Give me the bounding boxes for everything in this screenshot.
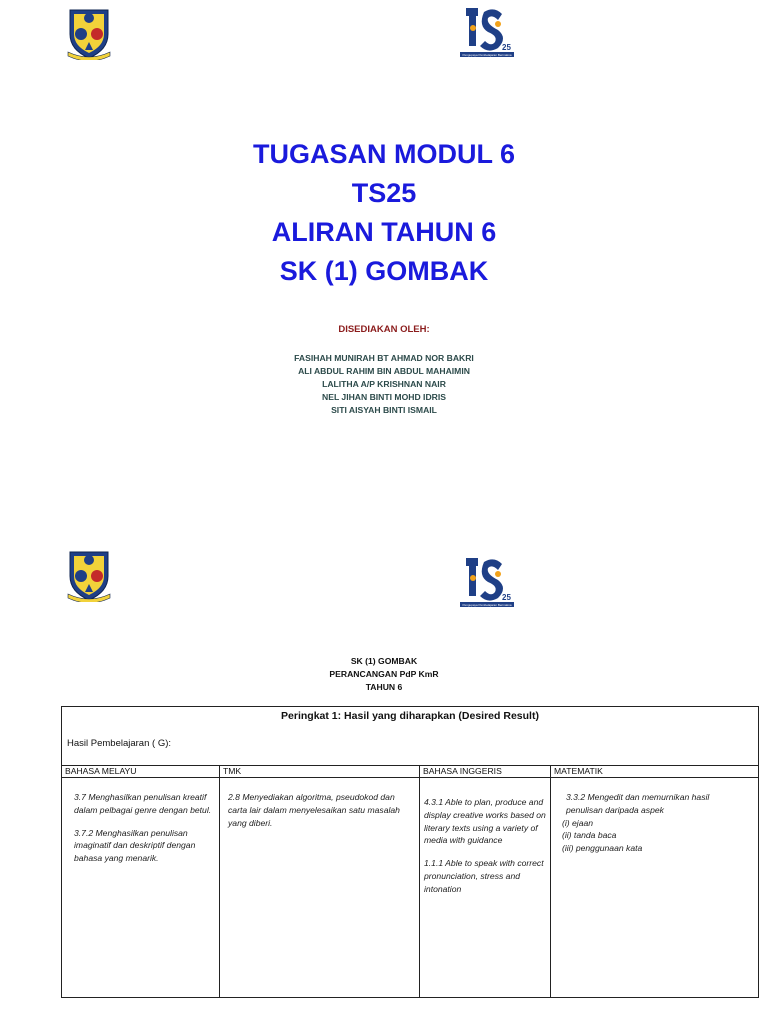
school-crest-icon	[66, 546, 112, 602]
ts25-logo-icon	[458, 4, 516, 60]
outcome-subitem: (ii) tanda baca	[562, 830, 617, 841]
cell-bahasa-melayu	[74, 791, 212, 875]
column-header-row	[62, 765, 758, 778]
cell-bahasa-inggeris	[424, 796, 546, 906]
plan-sub-header	[0, 655, 768, 694]
column-divider	[550, 765, 551, 997]
title-line-3: ALIRAN TAHUN 6	[271, 217, 497, 247]
outcomes-label: Hasil Pembelajaran ( G):	[67, 738, 172, 749]
ts25-text: 25	[502, 593, 511, 602]
column-divider	[419, 765, 420, 997]
prepared-by-label: DISEDIAKAN OLEH:	[338, 324, 430, 335]
ts25-logo-icon	[458, 554, 516, 610]
column-divider	[219, 765, 220, 997]
title-block	[0, 135, 768, 291]
school-name: SK (1) GOMBAK	[350, 656, 418, 666]
author-name: NEL JIHAN BINTI MOHD IDRIS	[322, 392, 446, 402]
learning-plan-table	[61, 706, 759, 998]
outcome-text: 1.1.1 Able to speak with correct pronunciation, stress and intonation	[424, 858, 544, 894]
column-header-bm: BAHASA MELAYU	[65, 766, 137, 776]
school-crest-icon	[66, 4, 112, 60]
ts25-caption: Pengupaya Pembelajaran Bermakna	[462, 603, 512, 607]
cell-matematik	[558, 791, 748, 855]
author-name: SITI AISYAH BINTI ISMAIL	[331, 405, 437, 415]
column-header-math: MATEMATIK	[554, 766, 603, 776]
outcome-text: 3.7.2 Menghasilkan penulisan imaginatif dan deskriptif dengan bahasa yang menarik.	[74, 827, 196, 864]
year-label: TAHUN 6	[365, 682, 403, 692]
outcome-text: 3.3.2 Mengedit dan memurnikan hasil penulisan daripada aspek	[566, 792, 710, 815]
ts25-text: 25	[502, 43, 511, 52]
outcome-text: 3.7 Menghasilkan penulisan kreatif dalam pelbagai genre dengan betul.	[74, 792, 212, 815]
author-name: LALITHA A/P KRISHNAN NAIR	[322, 379, 446, 389]
cell-tmk	[228, 791, 408, 839]
outcome-text: 4.3.1 Able to plan, produce and display creative works based on literary texts using a variety of media with guidance	[424, 797, 546, 846]
title-line-2: TS25	[351, 178, 417, 208]
title-line-4: SK (1) GOMBAK	[279, 256, 489, 286]
table-title: Peringkat 1: Hasil yang diharapkan (Desired Result)	[281, 710, 539, 722]
ts25-caption: Pengupaya Pembelajaran Bermakna	[462, 53, 512, 57]
column-header-bi: BAHASA INGGERIS	[423, 766, 502, 776]
column-header-tmk: TMK	[223, 766, 242, 776]
author-name: FASIHAH MUNIRAH BT AHMAD NOR BAKRI	[294, 353, 474, 363]
outcome-subitem: (i) ejaan	[562, 817, 594, 828]
outcome-subitem: (iii) penggunaan kata	[562, 843, 643, 854]
author-name: ALI ABDUL RAHIM BIN ABDUL MAHAIMIN	[298, 366, 470, 376]
title-line-1: TUGASAN MODUL 6	[252, 139, 515, 169]
outcome-text: 2.8 Menyediakan algoritma, pseudokod dan carta lair dalam menyelesaikan satu masalah yang diberi.	[228, 792, 400, 828]
author-list	[0, 352, 768, 417]
plan-name: PERANCANGAN PdP KmR	[329, 669, 439, 679]
